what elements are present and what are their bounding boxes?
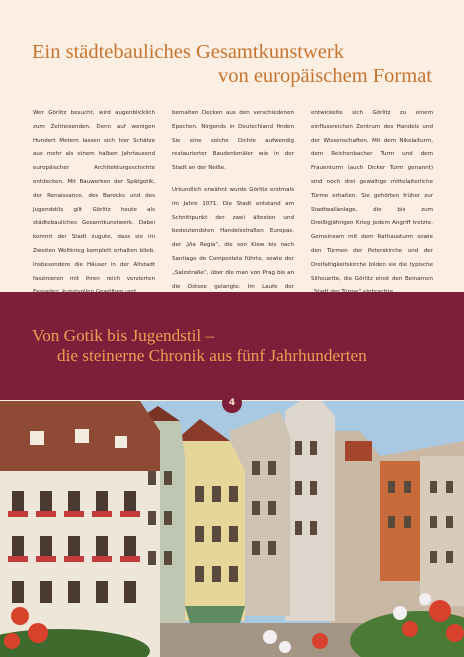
heading-line-2: von europäischem Format <box>217 65 432 87</box>
text-column-3 <box>311 107 433 316</box>
page-number: 4 <box>222 393 242 413</box>
subheading <box>32 326 452 366</box>
subheading-line-2: die steinerne Chronik aus fünf Jahrhunderten <box>57 346 367 365</box>
body-text-columns <box>33 107 433 316</box>
paragraph: Urkundlich erwähnt wurde Görlitz erstmals im Jahre 1071. Die Stadt entstand am Schnittpunkt der zwei ältesten und bedeutendsten Handelsstraßen Europas, der „Via Regia“, die von Kiew bis nach Santiago de Compostela führte, sowie der „Salzstraße“, über die man von Prag bis an die Ostsee gelangte. Im Laufe der <box>172 186 294 290</box>
town-square-photo <box>0 401 464 657</box>
heading-line-1: Ein städtebauliches Gesamtkunstwerk <box>32 41 344 63</box>
text-column-2 <box>172 107 294 316</box>
paragraph: bemalten Decken aus den verschiedenen Epochen. Nirgends in Deutschland finden Sie eine solche Dichte aufwendig restaurierter Baudenkmäler wie in der Stadt an der Neiße. <box>172 110 294 172</box>
text-column-1 <box>33 107 155 316</box>
paragraph: Wer Görlitz besucht, wird augenblicklich zum Zeitreisenden. Denn auf wenigen Hundert Metern lassen sich hier Schätze aus mehr als einem halben Jahrtausend europäischer Architekturgeschichte entdecken. Mit Bauwerken der Spätgotik, der Renaissance, des Barocks und des Jugendstils gilt Görlitz heute als städtebauliches Gesamtkunstwerk. Dabei kommt der Stadt zugute, dass sie im Zweiten Weltkrieg komplett erhalten blieb. Insbesondere die Häuser in der Altstadt faszinieren mit ihren reich verzierten <box>33 110 155 282</box>
subheading-line-1: Von Gotik bis Jugendstil – <box>32 326 215 345</box>
paragraph: entwickelte sich Görlitz zu einem einflussreichen Zentrum des Handels und der Wissenschaften. Mit dem Nikolaiturm, dem Reichenbacher Turm und dem Frauenturm (auch Dicker Turm genannt) sind noch drei gewaltige mittelalterliche Türme erhalten. Sie gehörten früher zur Stadtwallanlage, die bis zum Dreißigjährigen Krieg jedem Angriff trotzte. Gemeinsam mit dem Rathausturm sowie den Türmen der Peterskirche und der Dreifaltigkeitskirche bilden sie die typische Silhouette, die Görlitz einst den Beinamen <box>311 110 433 282</box>
page-heading <box>32 40 432 88</box>
